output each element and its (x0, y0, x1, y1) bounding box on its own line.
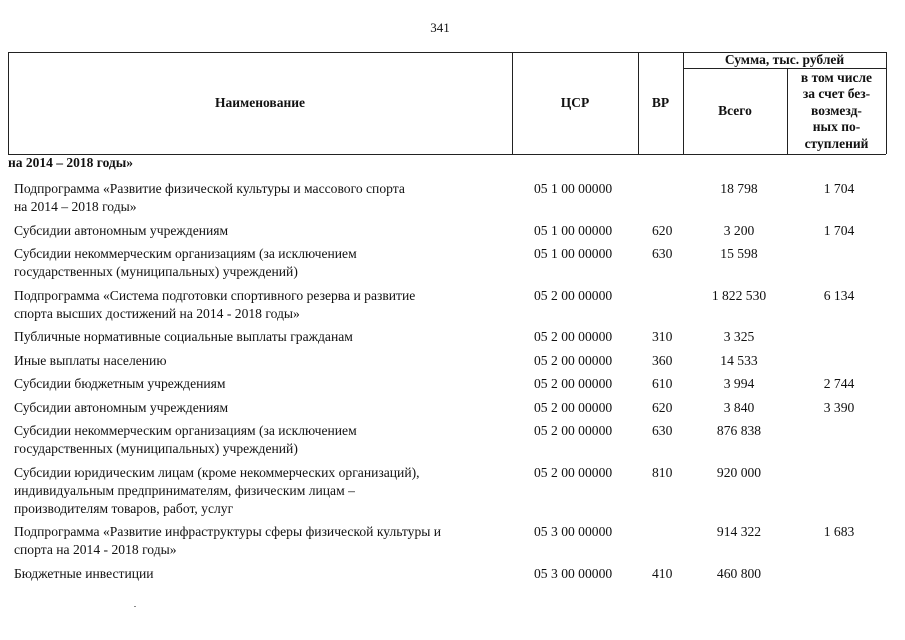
row-name-line: индивидуальным предпринимателям, физическим лицам – (14, 482, 355, 498)
header-right-border (886, 52, 887, 154)
table-header (0, 0, 905, 160)
row-name-line: спорта высших достижений на 2014 - 2018 годы» (14, 305, 300, 321)
row-csr: 05 2 00 00000 (534, 376, 613, 391)
row-vr: 620 (652, 222, 673, 238)
row-total: 876 838 (716, 423, 762, 438)
table-row (0, 375, 905, 399)
row-free: 1 704 (823, 181, 855, 196)
row-total: 14 533 (720, 352, 758, 368)
row-vr: 360 (652, 352, 673, 368)
row-name-line: государственных (муниципальных) учреждений) (14, 264, 298, 279)
row-csr: 05 3 00 00000 (534, 565, 613, 581)
row-csr: 05 2 00 00000 (534, 329, 613, 344)
scan-speck (134, 606, 136, 607)
table-row (0, 422, 905, 464)
row-free: 3 390 (823, 399, 855, 415)
row-name-line: спорта на 2014 - 2018 годы» (14, 542, 177, 557)
table-row (0, 180, 905, 222)
row-name (14, 464, 514, 518)
row-vr: 410 (652, 565, 673, 581)
row-name (14, 180, 514, 216)
row-total: 18 798 (720, 181, 758, 196)
continuation-text: на 2014 – 2018 годы» (8, 155, 134, 170)
row-free: 1 683 (823, 524, 855, 539)
row-name (14, 523, 514, 559)
row-name-line: государственных (муниципальных) учреждений) (14, 441, 298, 456)
table-row (0, 245, 905, 287)
row-name (14, 422, 514, 458)
header-name: Наименование (215, 94, 305, 110)
header-free-line: в том числе (800, 69, 873, 85)
header-sum-group: Сумма, тыс. рублей (724, 51, 845, 67)
row-name-line: производителям товаров, работ, услуг (14, 500, 234, 516)
table-row (0, 464, 905, 524)
table-row (0, 222, 905, 246)
row-csr: 05 3 00 00000 (534, 524, 613, 539)
row-free: 2 744 (823, 376, 855, 391)
row-csr: 05 1 00 00000 (534, 246, 613, 261)
row-vr: 310 (652, 329, 673, 344)
row-name-line: Субсидии некоммерческим организациям (за исключением (14, 423, 357, 438)
row-vr: 630 (652, 246, 673, 261)
row-total: 3 994 (723, 376, 755, 391)
row-name-line: Субсидии юридическим лицам (кроме некоммерческих организаций), (14, 464, 420, 480)
row-name-line: Субсидии автономным учреждениям (14, 399, 229, 415)
row-name (14, 245, 514, 281)
row-name-line: Подпрограмма «Система подготовки спортивного резерва и развитие (14, 287, 416, 303)
row-name (14, 328, 514, 346)
row-name-line: Подпрограмма «Развитие физической культуры и массового спорта (14, 181, 405, 196)
row-csr: 05 2 00 00000 (534, 423, 613, 438)
row-free: 1 704 (823, 222, 855, 238)
row-total: 3 200 (723, 222, 755, 238)
table-row (0, 565, 905, 589)
row-vr: 810 (652, 464, 673, 480)
row-csr: 05 1 00 00000 (534, 181, 613, 196)
row-name-line: Иные выплаты населению (14, 352, 167, 368)
row-name (14, 222, 514, 240)
table-row (0, 399, 905, 423)
row-name (14, 352, 514, 370)
row-name (14, 399, 514, 417)
header-free (787, 68, 886, 154)
row-name-line: Субсидии некоммерческим организациям (за исключением (14, 246, 357, 261)
page-number: 341 (430, 20, 450, 35)
row-csr: 05 2 00 00000 (534, 464, 613, 480)
row-free: 6 134 (823, 287, 855, 303)
row-name-line: Публичные нормативные социальные выплаты гражданам (14, 329, 353, 344)
row-total: 3 325 (723, 329, 755, 344)
row-name (14, 375, 514, 393)
row-total: 3 840 (723, 399, 755, 415)
row-name-line: Подпрограмма «Развитие инфраструктуры сферы физической культуры и (14, 524, 442, 539)
header-csr: ЦСР (560, 94, 590, 110)
table-row (0, 352, 905, 376)
header-free-line: возмезд- (811, 102, 862, 118)
row-total: 15 598 (720, 246, 758, 261)
row-name-line: на 2014 – 2018 годы» (14, 199, 137, 214)
row-total: 460 800 (716, 565, 762, 581)
row-vr: 620 (652, 399, 673, 415)
header-vr: ВР (651, 94, 670, 110)
header-bottom-border (8, 154, 886, 155)
table-row (0, 287, 905, 329)
row-name-line: Бюджетные инвестиции (14, 565, 154, 581)
header-free-line: ных по- (812, 119, 861, 135)
row-total: 1 822 530 (711, 287, 767, 303)
table-row (0, 523, 905, 565)
row-name-line: Субсидии автономным учреждениям (14, 222, 229, 238)
header-free-line: за счет без- (802, 86, 871, 102)
header-total: Всего (718, 102, 752, 118)
row-csr: 05 2 00 00000 (534, 399, 613, 415)
row-total: 914 322 (716, 524, 762, 539)
row-vr: 610 (652, 376, 673, 391)
row-csr: 05 1 00 00000 (534, 222, 613, 238)
row-name-line: Субсидии бюджетным учреждениям (14, 376, 226, 391)
row-total: 920 000 (716, 464, 762, 480)
row-vr: 630 (652, 423, 673, 438)
row-csr: 05 2 00 00000 (534, 352, 613, 368)
row-name (14, 565, 514, 583)
row-csr: 05 2 00 00000 (534, 287, 613, 303)
table-row (0, 328, 905, 352)
row-name (14, 287, 514, 323)
header-free-line: ступлений (804, 135, 869, 151)
table-body (0, 180, 905, 588)
